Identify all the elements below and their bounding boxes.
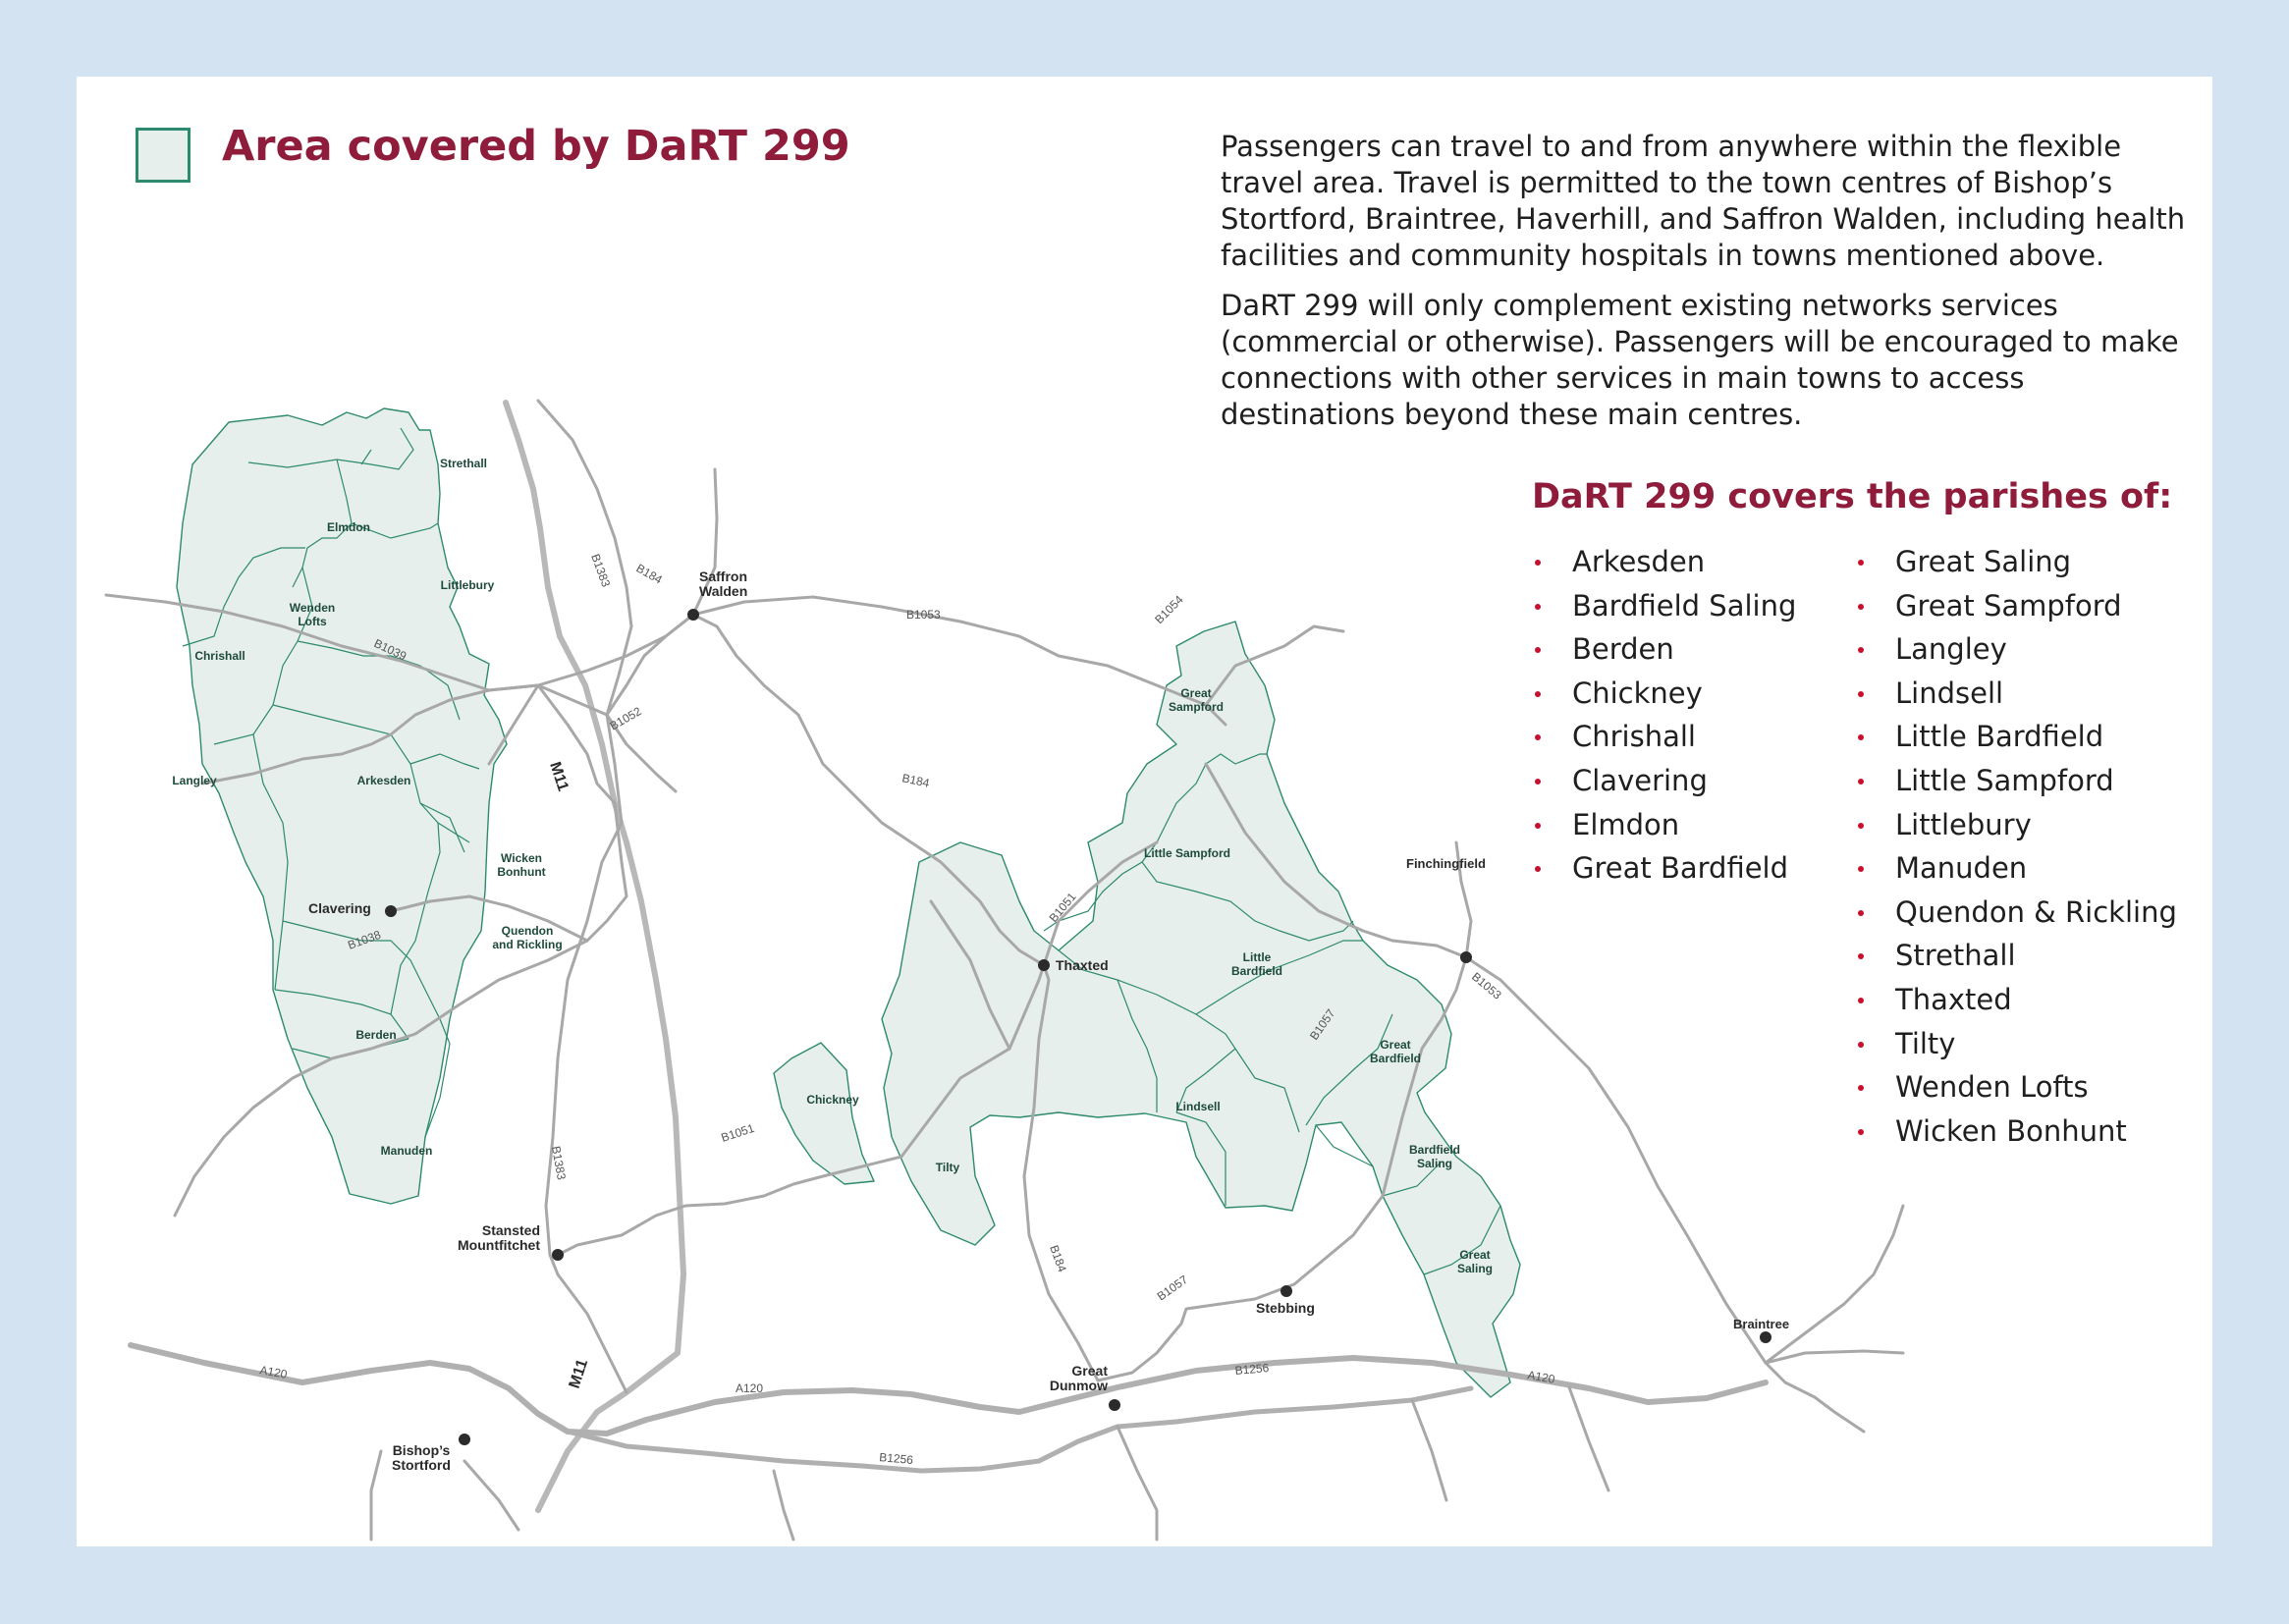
label-quendon: Quendon and Rickling — [492, 924, 563, 951]
saffron-walden-dot — [687, 609, 699, 621]
label-strethall: Strethall — [439, 457, 488, 470]
a120-road — [131, 1345, 1766, 1434]
parish-areas — [177, 408, 1520, 1397]
parish-list-item: Lindsell — [1855, 672, 2177, 716]
label-lindsell: Lindsell — [1175, 1100, 1221, 1113]
road-label-b1057-south: B1057 — [1154, 1272, 1191, 1304]
road-label-b1383-north: B1383 — [588, 552, 614, 589]
road-label-b1052: B1052 — [607, 704, 644, 733]
intro-paragraph-1: Passengers can travel to and from anywhere within the flexible travel area. Travel is permitted to the town centres of Bishop’s Stortford, Braintree, Haverhill, and Saffron Walden, including health facilities and community hospitals in towns mentioned above. — [1221, 130, 2186, 272]
south-branch-3 — [774, 1471, 793, 1540]
parish-list-item: Clavering — [1532, 759, 1796, 803]
road-label-a120-east: A120 — [1526, 1368, 1556, 1386]
finchingfield-dot — [1460, 951, 1472, 963]
parish-list-item: Arkesden — [1532, 540, 1796, 584]
south-branch-5 — [1412, 1400, 1446, 1500]
road-label-b1383-south: B1383 — [549, 1145, 569, 1181]
bishops-stortford-dot — [459, 1434, 470, 1445]
thaxted-east-parish-region — [882, 622, 1520, 1397]
parish-list-item: Berden — [1532, 627, 1796, 672]
b1256-road — [568, 1388, 1471, 1471]
south-branch-6 — [1569, 1387, 1608, 1490]
parish-list-item: Littlebury — [1855, 803, 2177, 847]
label-manuden: Manuden — [380, 1144, 433, 1158]
south-branch-4 — [1117, 1427, 1157, 1540]
label-chrishall: Chrishall — [194, 649, 245, 663]
town-label-clavering: Clavering — [308, 900, 371, 916]
parish-list-heading: DaRT 299 covers the parishes of: — [1532, 477, 2173, 516]
road-label-b1051-thaxted: B1051 — [1046, 890, 1079, 925]
road-label-b1057: B1057 — [1306, 1006, 1338, 1043]
town-label-braintree: Braintree — [1733, 1317, 1790, 1331]
chickney-parish — [774, 1043, 874, 1184]
label-chickney: Chickney — [806, 1093, 859, 1107]
label-littlebury: Littlebury — [440, 578, 495, 592]
parish-list-item: Chrishall — [1532, 715, 1796, 759]
road-label-b1039: B1039 — [371, 636, 409, 664]
braintree-road — [1766, 1206, 1903, 1363]
parish-list-item: Tilty — [1855, 1022, 2177, 1066]
label-little-bardfield: Little Bardfield — [1230, 950, 1283, 978]
parish-list-item: Quendon & Rickling — [1855, 891, 2177, 935]
intro-text — [1221, 129, 2203, 447]
label-wenden-lofts: Wenden Lofts — [289, 601, 336, 628]
parish-list-item: Wenden Lofts — [1855, 1065, 2177, 1110]
road-label-a120-west: A120 — [258, 1363, 289, 1381]
parish-list-item: Little Bardfield — [1855, 715, 2177, 759]
road-label-finchingfield-b1053: B1053 — [1469, 969, 1504, 1002]
road-label-b184-south: B184 — [1047, 1243, 1069, 1274]
parish-list-item: Thaxted — [1855, 978, 2177, 1022]
town-label-stansted: Stansted Mountfitchet — [458, 1222, 540, 1253]
town-label-great-dunmow: Great Dunmow — [1049, 1363, 1108, 1393]
coverage-legend-title: Area covered by DaRT 299 — [222, 122, 850, 171]
braintree-east — [1766, 1351, 1903, 1363]
parish-list-item: Chickney — [1532, 672, 1796, 716]
label-langley: Langley — [172, 774, 217, 787]
label-little-sampford: Little Sampford — [1143, 846, 1231, 860]
label-great-bardfield: Great Bardfield — [1369, 1038, 1422, 1065]
parish-list-item: Great Bardfield — [1532, 846, 1796, 891]
stansted-road — [558, 1274, 627, 1392]
road-label-b1256-east: B1256 — [1234, 1361, 1270, 1378]
road-label-a120-mid: A120 — [736, 1381, 764, 1395]
clavering-dot — [385, 905, 397, 917]
road-label-b1054: B1054 — [1152, 592, 1186, 627]
town-label-bishops-stortford: Bishop’s Stortford — [392, 1442, 451, 1473]
label-berden: Berden — [355, 1028, 397, 1042]
south-branch-2 — [371, 1451, 381, 1540]
intro-paragraph-2: DaRT 299 will only complement existing networks services (commercial or otherwise). Passengers will be encouraged to make connections with other services in main towns to access destinations beyond these main centres. — [1221, 289, 2179, 431]
parish-list-column-2 — [1855, 540, 2177, 1153]
road-label-b184-north: B184 — [633, 561, 665, 587]
south-branch-1 — [464, 1461, 518, 1530]
label-wicken-bonhunt: Wicken Bonhunt — [497, 851, 546, 879]
road-label-m11-south: M11 — [566, 1357, 592, 1391]
parish-list-column-1 — [1532, 540, 1796, 891]
label-arkesden: Arkesden — [356, 774, 411, 787]
label-tilty: Tilty — [935, 1161, 960, 1174]
road-label-b184-mid: B184 — [900, 771, 931, 790]
parish-list-item: Bardfield Saling — [1532, 584, 1796, 628]
parish-list-item: Wicken Bonhunt — [1855, 1110, 2177, 1154]
parish-list-item: Strethall — [1855, 934, 2177, 978]
road-label-b1256-mid: B1256 — [878, 1450, 914, 1468]
road-label-b1051-south: B1051 — [719, 1120, 756, 1145]
braintree-loop — [1766, 1363, 1864, 1432]
town-label-thaxted: Thaxted — [1056, 957, 1109, 973]
label-bardfield-saling: Bardfield Saling — [1408, 1143, 1461, 1170]
coverage-legend-swatch — [136, 128, 191, 183]
thaxted-dot — [1038, 959, 1050, 971]
parish-list-item: Little Sampford — [1855, 759, 2177, 803]
parish-list-item: Elmdon — [1532, 803, 1796, 847]
b1052-road — [607, 615, 693, 715]
stebbing-dot — [1281, 1285, 1292, 1297]
great-dunmow-dot — [1109, 1399, 1120, 1411]
label-elmdon: Elmdon — [327, 520, 370, 534]
road-label-b1038: B1038 — [346, 927, 383, 952]
parish-list-item: Great Sampford — [1855, 584, 2177, 628]
map-panel — [77, 77, 2212, 1546]
label-great-sampford: Great Sampford — [1168, 686, 1225, 714]
braintree-dot — [1760, 1331, 1771, 1343]
road-label-b1053: B1053 — [906, 608, 941, 622]
b1053-road — [693, 597, 1226, 725]
parish-list-item: Great Saling — [1855, 540, 2177, 584]
town-label-stebbing: Stebbing — [1256, 1300, 1315, 1316]
parish-list-item: Manuden — [1855, 846, 2177, 891]
road-label-m11-north: M11 — [546, 759, 572, 794]
town-label-finchingfield: Finchingfield — [1406, 856, 1486, 871]
parish-list-item: Langley — [1855, 627, 2177, 672]
town-label-saffron-walden: Saffron Walden — [699, 568, 748, 599]
label-great-saling: Great Saling — [1456, 1248, 1494, 1275]
stansted-dot — [552, 1249, 564, 1261]
